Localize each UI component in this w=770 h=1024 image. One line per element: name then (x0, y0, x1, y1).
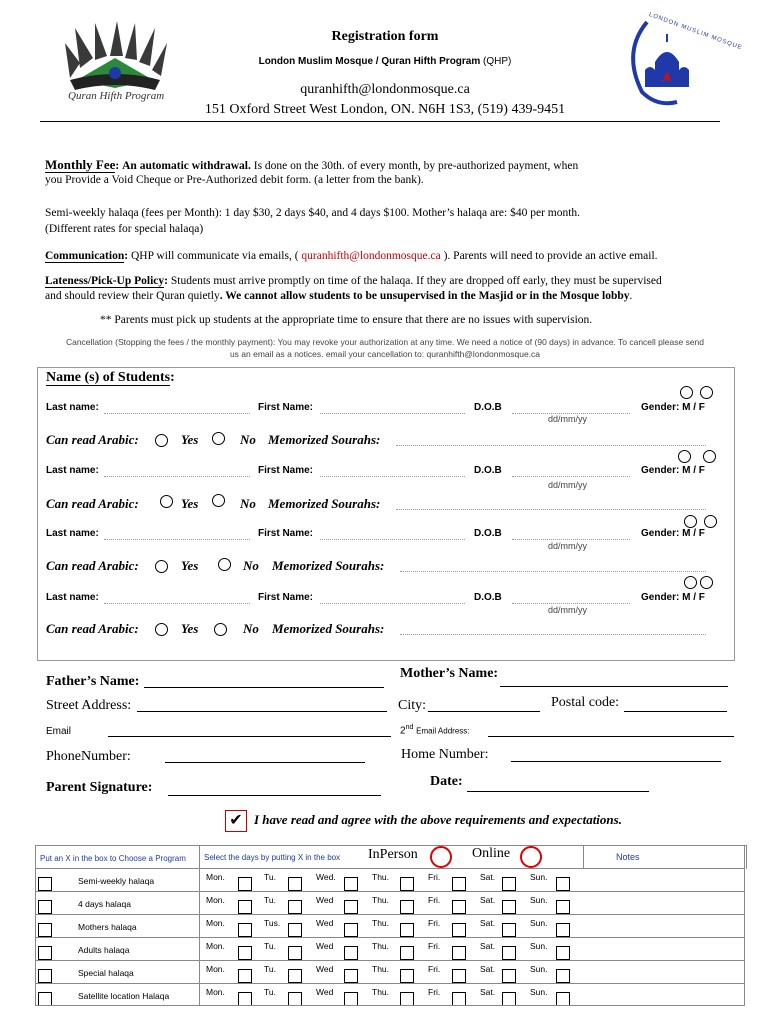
first-name-label-4: First Name: (258, 592, 314, 603)
day-checkbox[interactable] (502, 923, 516, 937)
communication-text-a: QHP will communicate via emails, ( (128, 250, 302, 262)
agree-text: I have read and agree with the above requirements and expectations. (254, 812, 622, 827)
day-checkbox[interactable] (238, 923, 252, 937)
second-email-label: 2nd Email Address: (400, 724, 470, 737)
day-label: Thu. (372, 941, 390, 951)
notes-header: Notes (616, 852, 640, 862)
lateness-text: Students must arrive promptly on time of the halaqa. If they are dropped off early, they must be supervised (168, 275, 662, 287)
agree-checkbox[interactable] (225, 810, 247, 832)
gender-f-radio-2[interactable] (703, 450, 716, 463)
program-row (35, 914, 745, 938)
dob-format-2: dd/mm/yy (548, 480, 588, 490)
street-field[interactable] (137, 711, 387, 712)
memorized-field-3[interactable] (400, 571, 706, 572)
day-checkbox[interactable] (400, 877, 414, 891)
fee-label: Monthly Fee (45, 157, 116, 172)
no-label-3: No (243, 558, 259, 573)
day-label: Sun. (530, 941, 548, 951)
no-label-1: No (240, 432, 256, 447)
day-label: Fri. (428, 895, 441, 905)
header-divider (40, 121, 720, 122)
arabic-yes-radio-1[interactable] (155, 434, 168, 447)
last-name-field-4[interactable] (104, 603, 250, 604)
day-checkbox[interactable] (502, 877, 516, 891)
day-label: Wed (316, 895, 334, 905)
email-field[interactable] (108, 736, 391, 737)
day-label: Fri. (428, 964, 441, 974)
day-label: Tus. (264, 918, 281, 928)
yes-label-4: Yes (181, 621, 199, 636)
street-label: Street Address: (46, 698, 132, 713)
gender-m-radio-3[interactable] (684, 515, 697, 528)
header-email[interactable]: quranhifth@londonmosque.ca (300, 82, 470, 97)
day-checkbox[interactable] (288, 969, 302, 983)
dob-format-3: dd/mm/yy (548, 541, 588, 551)
program-name: Satellite location Halaqa (78, 991, 170, 1001)
day-label: Wed. (316, 872, 336, 882)
day-checkbox[interactable] (452, 946, 466, 960)
day-checkbox[interactable] (400, 969, 414, 983)
first-name-field-1[interactable] (320, 413, 465, 414)
communication-paragraph: Communication: QHP will communicate via emails, ( quranhifth@londonmosque.ca ). Parents will need to provide an active email. (45, 250, 658, 262)
lateness-paragraph: Lateness/Pick-Up Policy: Students must arrive promptly on time of the halaqa. If they are dropped off early, they must be supervised (45, 275, 662, 287)
inperson-radio[interactable] (430, 846, 452, 868)
mother-name-field[interactable] (500, 686, 728, 687)
program-name: Semi-weekly halaqa (78, 876, 155, 886)
day-checkbox[interactable] (502, 900, 516, 914)
lateness-paragraph-2: and should review their Quran quietly. We cannot allow students to be unsupervised in the Masjid or in the Mosque lobby. (45, 290, 633, 302)
gender-m-radio-4[interactable] (684, 576, 697, 589)
day-label: Fri. (428, 941, 441, 951)
col-days-header: Select the days by putting X in the box (204, 853, 341, 862)
can-read-label-2: Can read Arabic: (46, 496, 139, 511)
last-name-label-4: Last name: (46, 592, 99, 603)
home-number-field[interactable] (511, 761, 721, 762)
day-checkbox[interactable] (344, 877, 358, 891)
memorized-label-4: Memorized Sourahs: (272, 621, 385, 636)
arabic-yes-radio-2[interactable] (160, 495, 173, 508)
yes-label-1: Yes (181, 432, 199, 447)
arabic-no-radio-4[interactable] (214, 623, 227, 636)
gender-f-radio-1[interactable] (700, 386, 713, 399)
day-checkbox[interactable] (556, 969, 570, 983)
semi-weekly-fees: Semi-weekly halaqa (fees per Month): 1 day $30, 2 days $40, and 4 days $100. Mother’s halaqa are: $40 per month. (45, 207, 581, 219)
day-label: Tu. (264, 872, 276, 882)
last-name-label-3: Last name: (46, 528, 99, 539)
program-name: 4 days halaqa (78, 899, 131, 909)
day-checkbox[interactable] (288, 946, 302, 960)
first-name-label-3: First Name: (258, 528, 314, 539)
day-checkbox[interactable] (238, 900, 252, 914)
day-label: Thu. (372, 918, 390, 928)
date-field[interactable] (467, 791, 649, 792)
program-checkbox[interactable] (38, 923, 52, 937)
dob-label-3: D.O.B (474, 528, 502, 539)
no-label-2: No (240, 496, 256, 511)
special-rates: (Different rates for special halaqa) (45, 223, 204, 235)
day-checkbox[interactable] (452, 923, 466, 937)
day-checkbox[interactable] (344, 923, 358, 937)
day-checkbox[interactable] (556, 946, 570, 960)
day-checkbox[interactable] (288, 923, 302, 937)
day-label: Wed (316, 987, 334, 997)
day-checkbox[interactable] (452, 900, 466, 914)
online-radio[interactable] (520, 846, 542, 868)
day-checkbox[interactable] (238, 992, 252, 1006)
day-checkbox[interactable] (556, 877, 570, 891)
can-read-label-1: Can read Arabic: (46, 432, 139, 447)
fee-text-2: you Provide a Void Cheque or Pre-Authorized debit form. (a letter from the bank). (45, 174, 424, 186)
day-checkbox[interactable] (344, 969, 358, 983)
last-name-field-1[interactable] (104, 413, 250, 414)
lateness-label: Lateness/Pick-Up Policy (45, 275, 165, 287)
memorized-label-2: Memorized Sourahs: (268, 496, 381, 511)
fee-paragraph: Monthly Fee: An automatic withdrawal. Is done on the 30th. of every month, by pre-authorized payment, when (45, 157, 579, 172)
phone-label: PhoneNumber: (46, 749, 131, 764)
london-muslim-mosque-logo (617, 12, 717, 107)
day-label: Thu. (372, 987, 390, 997)
gender-m-radio-1[interactable] (680, 386, 693, 399)
day-checkbox[interactable] (400, 923, 414, 937)
day-label: Sat. (480, 872, 496, 882)
cancellation-1: Cancellation (Stopping the fees / the monthly payment): You may revoke your authorization at any time. We need a notice of (90 days) in advance. To cancell please send (65, 337, 705, 347)
first-name-field-4[interactable] (320, 603, 465, 604)
program-row (35, 891, 745, 915)
city-label: City: (398, 698, 427, 713)
dob-label-4: D.O.B (474, 592, 502, 603)
program-row (35, 937, 745, 961)
arabic-no-radio-3[interactable] (218, 558, 231, 571)
memorized-label-1: Memorized Sourahs: (268, 432, 381, 447)
subtitle-tag: (QHP) (483, 56, 512, 67)
program-name: Special halaqa (78, 968, 134, 978)
day-checkbox[interactable] (288, 900, 302, 914)
day-label: Sun. (530, 872, 548, 882)
day-checkbox[interactable] (344, 946, 358, 960)
communication-text-b: ). Parents will need to provide an active email. (440, 250, 658, 262)
students-heading: Name (s) of Students: (46, 370, 175, 385)
day-checkbox[interactable] (344, 992, 358, 1006)
dob-field-3[interactable] (512, 539, 630, 540)
arabic-yes-radio-4[interactable] (155, 623, 168, 636)
gender-label-2: Gender: M / F (641, 465, 705, 476)
fee-bold: An automatic withdrawal. (122, 160, 251, 172)
day-checkbox[interactable] (452, 877, 466, 891)
phone-field[interactable] (165, 762, 365, 763)
day-label: Fri. (428, 987, 441, 997)
dob-label-2: D.O.B (474, 465, 502, 476)
last-name-field-2[interactable] (104, 476, 250, 477)
logo-left-caption: Quran Hifth Program (68, 90, 165, 102)
pickup-note: ** Parents must pick up students at the appropriate time to ensure that there are no issues with supervision. (100, 314, 593, 326)
city-field[interactable] (428, 711, 540, 712)
memorized-field-4[interactable] (400, 634, 706, 635)
day-label: Thu. (372, 895, 390, 905)
day-label: Mon. (206, 964, 225, 974)
last-name-label-2: Last name: (46, 465, 99, 476)
day-label: Sat. (480, 987, 496, 997)
day-label: Wed (316, 918, 334, 928)
day-checkbox[interactable] (502, 969, 516, 983)
day-label: Mon. (206, 872, 225, 882)
day-checkbox[interactable] (344, 900, 358, 914)
inperson-label: InPerson (368, 847, 418, 862)
last-name-label-1: Last name: (46, 402, 99, 413)
postal-label: Postal code: (551, 695, 620, 710)
dob-format-1: dd/mm/yy (548, 414, 588, 424)
gender-label-1: Gender: M / F (641, 402, 705, 413)
program-name: Adults halaqa (78, 945, 130, 955)
day-label: Mon. (206, 918, 225, 928)
page-title: Registration form (331, 29, 439, 44)
date-label: Date: (430, 774, 463, 789)
online-label: Online (472, 846, 511, 861)
subtitle-text: London Muslim Mosque / Quran Hifth Program (258, 56, 481, 67)
day-label: Wed (316, 941, 334, 951)
arabic-yes-radio-3[interactable] (155, 560, 168, 573)
day-checkbox[interactable] (556, 900, 570, 914)
postal-field[interactable] (624, 711, 727, 712)
first-name-field-3[interactable] (320, 539, 465, 540)
first-name-label-2: First Name: (258, 465, 314, 476)
signature-label: Parent Signature: (46, 780, 153, 795)
signature-field[interactable] (168, 795, 381, 796)
day-label: Fri. (428, 918, 441, 928)
header-address: 151 Oxford Street West London, ON. N6H 1S3, (519) 439-9451 (204, 102, 566, 117)
no-label-4: No (243, 621, 259, 636)
day-label: Sat. (480, 895, 496, 905)
day-checkbox[interactable] (502, 946, 516, 960)
communication-label: Communication (45, 250, 125, 262)
gender-f-radio-4[interactable] (700, 576, 713, 589)
can-read-label-4: Can read Arabic: (46, 621, 139, 636)
gender-label-4: Gender: M / F (641, 592, 705, 603)
gender-f-radio-3[interactable] (704, 515, 717, 528)
day-checkbox[interactable] (452, 992, 466, 1006)
students-box (37, 367, 735, 661)
day-checkbox[interactable] (556, 992, 570, 1006)
gender-label-3: Gender: M / F (641, 528, 705, 539)
mosque-logo-text: LONDON MUSLIM MOSQUE (647, 12, 744, 52)
program-col-divider (199, 868, 200, 1006)
yes-label-2: Yes (181, 496, 199, 511)
day-checkbox[interactable] (238, 877, 252, 891)
fee-text: Is done on the 30th. of every month, by pre-authorized payment, when (250, 160, 579, 172)
gender-m-radio-2[interactable] (678, 450, 691, 463)
col-program-header: Put an X in the box to Choose a Program (40, 854, 186, 863)
dob-label-1: D.O.B (474, 402, 502, 413)
day-label: Sun. (530, 918, 548, 928)
day-checkbox[interactable] (288, 877, 302, 891)
cancellation-2: us an email as a notices. email your cancellation to: quranhifth@londonmosque.ca (229, 349, 541, 359)
first-name-label-1: First Name: (258, 402, 314, 413)
lateness-text-2b: . We cannot allow students to be unsupervised in the Masjid or in the Mosque lobby (219, 290, 630, 302)
day-checkbox[interactable] (238, 969, 252, 983)
day-label: Sat. (480, 964, 496, 974)
program-checkbox[interactable] (38, 992, 52, 1006)
day-checkbox[interactable] (288, 992, 302, 1006)
dob-field-4[interactable] (512, 603, 630, 604)
father-name-label: Father’s Name: (46, 674, 140, 689)
can-read-label-3: Can read Arabic: (46, 558, 139, 573)
dob-format-4: dd/mm/yy (548, 605, 588, 615)
arabic-no-radio-1[interactable] (212, 432, 225, 445)
day-label: Sat. (480, 918, 496, 928)
day-checkbox[interactable] (238, 946, 252, 960)
first-name-field-2[interactable] (320, 476, 465, 477)
day-checkbox[interactable] (400, 900, 414, 914)
checkmark-icon: ✔ (229, 812, 243, 829)
second-email-field[interactable] (488, 736, 734, 737)
day-label: Sun. (530, 895, 548, 905)
email-label: Email (46, 726, 72, 737)
program-checkbox[interactable] (38, 946, 52, 960)
day-label: Thu. (372, 964, 390, 974)
communication-email[interactable]: quranhifth@londonmosque.ca (301, 250, 441, 262)
day-checkbox[interactable] (400, 946, 414, 960)
day-label: Wed (316, 964, 334, 974)
program-name: Mothers halaqa (78, 922, 137, 932)
home-number-label: Home Number: (401, 747, 489, 762)
memorized-field-1[interactable] (396, 445, 706, 446)
day-label: Tu. (264, 987, 276, 997)
day-checkbox[interactable] (452, 969, 466, 983)
day-checkbox[interactable] (400, 992, 414, 1006)
program-checkbox[interactable] (38, 900, 52, 914)
program-row (35, 960, 745, 984)
day-label: Thu. (372, 872, 390, 882)
day-label: Sun. (530, 964, 548, 974)
memorized-field-2[interactable] (396, 509, 706, 510)
day-label: Sun. (530, 987, 548, 997)
day-label: Tu. (264, 941, 276, 951)
yes-label-3: Yes (181, 558, 199, 573)
father-name-field[interactable] (144, 687, 384, 688)
day-checkbox[interactable] (502, 992, 516, 1006)
arabic-no-radio-2[interactable] (212, 494, 225, 507)
day-label: Sat. (480, 941, 496, 951)
last-name-field-3[interactable] (104, 539, 250, 540)
program-checkbox[interactable] (38, 877, 52, 891)
day-label: Fri. (428, 872, 441, 882)
lateness-text-2a: and should review their Quran quietly (45, 290, 220, 302)
mother-name-label: Mother’s Name: (400, 666, 499, 681)
day-label: Mon. (206, 895, 225, 905)
day-label: Mon. (206, 941, 225, 951)
dob-field-2[interactable] (512, 476, 630, 477)
day-label: Tu. (264, 895, 276, 905)
day-label: Tu. (264, 964, 276, 974)
memorized-label-3: Memorized Sourahs: (272, 558, 385, 573)
day-label: Mon. (206, 987, 225, 997)
day-checkbox[interactable] (556, 923, 570, 937)
program-checkbox[interactable] (38, 969, 52, 983)
